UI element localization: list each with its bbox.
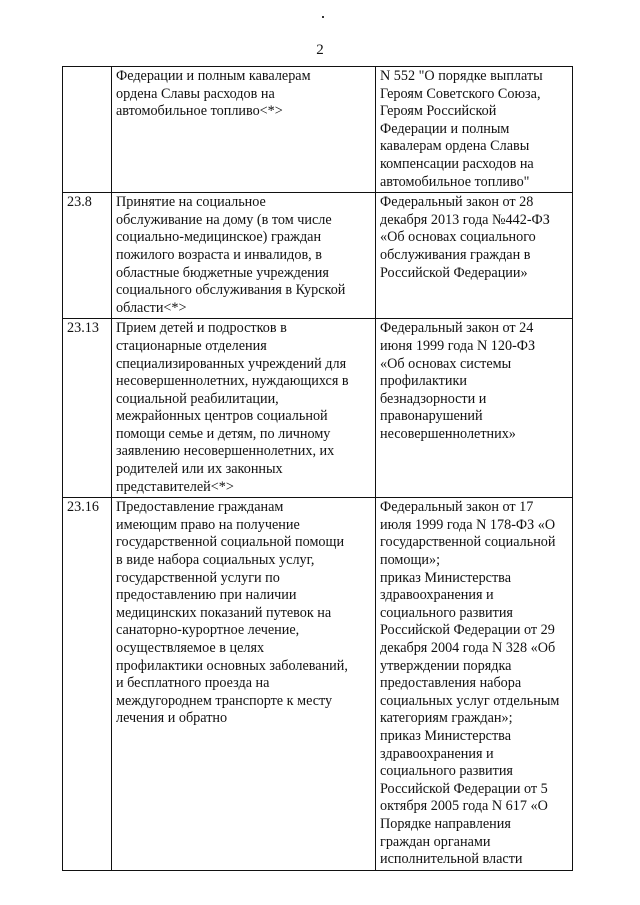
service-line: несовершеннолетних, нуждающихся в bbox=[116, 373, 349, 390]
legal-basis-cell bbox=[376, 193, 573, 319]
service-line: межрайонных центров социальной bbox=[116, 408, 328, 425]
legal-basis-line: Российской Федерации» bbox=[380, 264, 528, 281]
service-line: социально-медицинское) граждан bbox=[116, 229, 322, 246]
row-number: 23.13 bbox=[63, 319, 112, 498]
legal-basis-line: социального развития bbox=[380, 604, 513, 621]
service-line: представителей<*> bbox=[116, 478, 234, 495]
row-number: 23.16 bbox=[63, 498, 112, 870]
service-line: социального обслуживания в Курской bbox=[116, 282, 346, 299]
legal-basis-line: Федерации и полным bbox=[380, 120, 510, 137]
legal-basis-line: Российской Федерации от 5 bbox=[380, 780, 548, 797]
service-line: родителей или их законных bbox=[116, 461, 283, 478]
legal-basis-line: государственной социальной bbox=[380, 534, 556, 551]
legal-basis-line: несовершеннолетних» bbox=[380, 425, 516, 442]
service-line: в виде набора социальных услуг, bbox=[116, 552, 315, 569]
service-name-cell bbox=[112, 193, 376, 319]
service-line: автомобильное топливо<*> bbox=[116, 103, 283, 120]
legal-basis-line: автомобильное топливо" bbox=[380, 173, 530, 190]
legal-basis-line: предоставления набора bbox=[380, 675, 522, 692]
legal-basis-line: декабря 2004 года N 328 «Об bbox=[380, 640, 556, 656]
legal-basis-line: июля 1999 года N 178-ФЗ «О bbox=[380, 516, 556, 533]
legal-basis-line: Федеральный закон от 28 bbox=[380, 194, 534, 211]
legal-basis-line: Федеральный закон от 24 bbox=[380, 320, 534, 337]
service-line: междугороднем транспорте к месту bbox=[116, 692, 333, 709]
legal-basis-line: «Об основах системы bbox=[380, 355, 512, 372]
legal-basis-line: компенсации расходов на bbox=[380, 155, 534, 172]
legal-basis-line: Российской Федерации от 29 bbox=[380, 622, 555, 639]
table-row bbox=[63, 193, 573, 319]
service-name-cell bbox=[112, 319, 376, 498]
legal-basis-line: обслуживания граждан в bbox=[380, 246, 531, 263]
service-line: специализированных учреждений для bbox=[116, 355, 347, 372]
legal-basis-cell bbox=[376, 498, 573, 870]
legal-basis-line: помощи»; bbox=[380, 552, 441, 569]
legal-basis-line: правонарушений bbox=[380, 408, 483, 425]
service-line: заявлению несовершеннолетних, их bbox=[116, 443, 335, 460]
service-line: имеющим право на получение bbox=[116, 516, 300, 533]
legal-basis-line: приказ Министерства bbox=[380, 727, 511, 744]
table-row bbox=[63, 319, 573, 498]
legal-basis-line: декабря 2013 года №442-ФЗ bbox=[380, 211, 550, 228]
legal-basis-line: приказ Министерства bbox=[380, 569, 511, 586]
service-line: Федерации и полным кавалерам bbox=[116, 68, 311, 84]
legal-basis-line: здравоохранения и bbox=[380, 745, 494, 762]
service-line: обслуживание на дому (в том числе bbox=[116, 211, 332, 228]
legal-basis-line: категориям граждан»; bbox=[380, 710, 513, 727]
legal-basis-line: социальных услуг отдельным bbox=[380, 692, 560, 709]
legal-basis-line: N 552 "О порядке выплаты bbox=[380, 68, 543, 84]
legal-basis-line: социального развития bbox=[380, 763, 513, 780]
legal-basis-line: «Об основах социального bbox=[380, 229, 536, 246]
legal-basis-line: профилактики bbox=[380, 373, 467, 390]
service-line: социальной реабилитации, bbox=[116, 390, 279, 407]
legal-basis-line: кавалерам ордена Славы bbox=[380, 138, 530, 155]
page-number: 2 bbox=[316, 42, 324, 58]
legal-basis-line: безнадзорности и bbox=[380, 390, 487, 407]
service-name-cell bbox=[112, 67, 376, 193]
service-line: осуществляемое в целях bbox=[116, 640, 265, 656]
table-row bbox=[63, 67, 573, 193]
service-line: государственной социальной помощи bbox=[116, 534, 345, 551]
service-line: Предоставление гражданам bbox=[116, 499, 284, 516]
legal-basis-line: Героям Советского Союза, bbox=[380, 85, 541, 102]
legal-basis-cell bbox=[376, 319, 573, 498]
service-line: Прием детей и подростков в bbox=[116, 320, 287, 337]
service-line: медицинских показаний путевок на bbox=[116, 604, 332, 621]
table-row bbox=[63, 498, 573, 870]
service-line: пожилого возраста и инвалидов, в bbox=[116, 246, 322, 263]
legal-basis-line: Порядке направления bbox=[380, 815, 511, 832]
legal-basis-line: утверждении порядка bbox=[380, 657, 512, 674]
service-line: и бесплатного проезда на bbox=[116, 675, 270, 692]
service-line: государственной услуги по bbox=[116, 569, 280, 586]
legal-basis-line: Федеральный закон от 17 bbox=[380, 499, 534, 516]
service-line: помощи семье и детям, по личному bbox=[116, 425, 331, 442]
legal-basis-line: исполнительной власти bbox=[380, 851, 523, 868]
service-line: области<*> bbox=[116, 299, 187, 316]
legal-basis-line: граждан органами bbox=[380, 833, 491, 850]
row-number: 23.8 bbox=[63, 193, 112, 319]
service-line: санаторно-курортное лечение, bbox=[116, 622, 300, 639]
legal-basis-line: Героям Российской bbox=[380, 103, 497, 120]
service-line: областные бюджетные учреждения bbox=[116, 264, 329, 281]
legal-basis-line: здравоохранения и bbox=[380, 587, 494, 604]
legal-basis-line: июня 1999 года N 120-ФЗ bbox=[380, 337, 536, 354]
table-body bbox=[63, 67, 573, 871]
services-table bbox=[62, 66, 573, 871]
service-name-cell bbox=[112, 498, 376, 870]
service-line: стационарные отделения bbox=[116, 337, 267, 354]
service-line: предоставлению при наличии bbox=[116, 587, 297, 604]
row-number bbox=[63, 67, 112, 193]
service-line: Принятие на социальное bbox=[116, 194, 266, 211]
service-line: лечения и обратно bbox=[116, 710, 228, 727]
legal-basis-cell bbox=[376, 67, 573, 193]
service-line: ордена Славы расходов на bbox=[116, 85, 275, 102]
scan-dot bbox=[322, 16, 324, 18]
legal-basis-line: октября 2005 года N 617 «О bbox=[380, 798, 548, 815]
service-line: профилактики основных заболеваний, bbox=[116, 657, 348, 674]
